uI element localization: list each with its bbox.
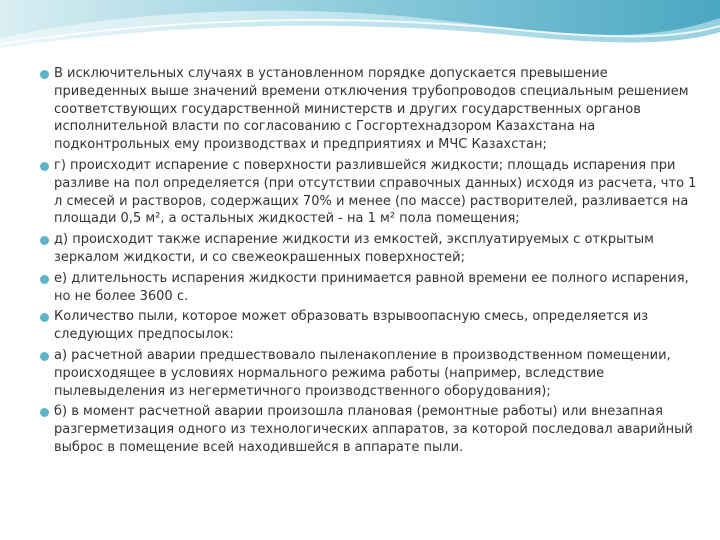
- bullet-dot-icon: [40, 313, 49, 322]
- list-item: [40, 157, 704, 228]
- bullet-dot-icon: [40, 275, 49, 284]
- list-item-text: д) происходит также испарение жидкости из емкостей, эксплуатируемых с открытым зеркалом жидкости, и со свежеокрашенных поверхностей;: [54, 232, 654, 265]
- list-item: [40, 308, 704, 344]
- list-item: [40, 231, 704, 267]
- bullet-dot-icon: [40, 162, 49, 171]
- list-item: [40, 270, 704, 306]
- list-item: [40, 65, 704, 154]
- header-wave-decoration: [0, 0, 720, 62]
- list-item-text: а) расчетной аварии предшествовало пыленакопление в производственном помещении, происходящее в условиях нормального режима работы (например, вследствие пылевыделения из негерметичного производственного оборудования);: [54, 347, 671, 399]
- bullet-dot-icon: [40, 70, 49, 79]
- list-item-text: б) в момент расчетной аварии произошла плановая (ремонтные работы) или внезапная разгерметизация одного из технологических аппаратов, за которой последовал аварийный выброс в помещение всей находившейся в аппарате пыли.: [54, 404, 693, 455]
- bullet-list: [40, 65, 704, 460]
- bullet-dot-icon: [40, 236, 49, 245]
- bullet-dot-icon: [40, 408, 49, 417]
- list-item-text: г) происходит испарение с поверхности разлившейся жидкости; площадь испарения при разливе на пол определяется (при отсутствии справочных данных) исходя из расчета, что 1 л смесей и растворов, содержащих 70% и менее (по массе) растворителей, разливается на площади 0,5 м², а остальных жидкостей - на 1 м² пола помещения;: [54, 157, 697, 227]
- list-item: [40, 347, 704, 400]
- list-item: [40, 403, 704, 456]
- bullet-dot-icon: [40, 352, 49, 361]
- list-item-text: В исключительных случаях в установленном порядке допускается превышение приведенных выше значений времени отключения трубопроводов специальным решением соответствующих государственной министерств и других государственных органов исполнительной власти по согласованию с Госгортехнадзором Казахстана на подконтрольных ему производствах и предприятиях и МЧС Казахстан;: [54, 66, 689, 153]
- list-item-text: Количество пыли, которое может образовать взрывоопасную смесь, определяется из следующих предпосылок:: [54, 309, 649, 343]
- list-item-text: е) длительность испарения жидкости принимается равной времени ее полного испарения, но не более 3600 с.: [54, 270, 689, 304]
